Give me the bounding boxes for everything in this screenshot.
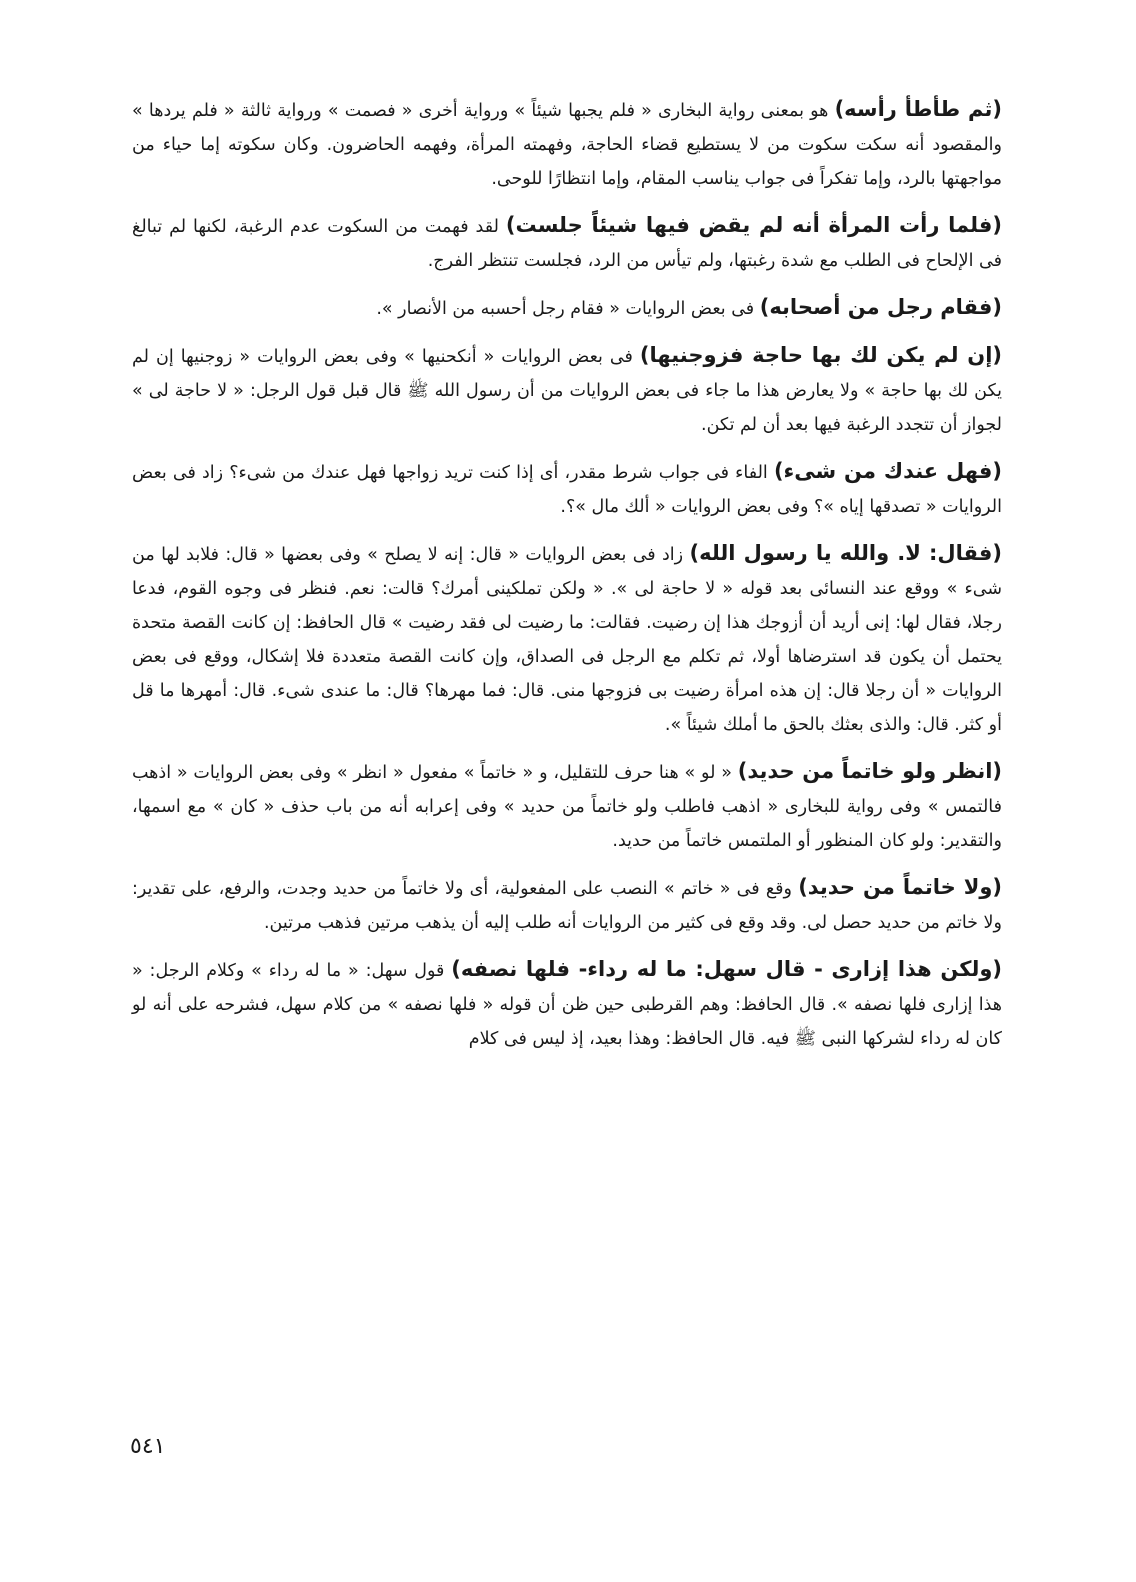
paragraph-body: وقع فى « خاتم » النصب على المفعولية، أى ولا خاتماً من حديد وجدت، والرفع، على تقدير: ولا خاتم من حديد حصل لى. وقد وقع فى كثير من الروايات أنه طلب إليه أن يذهب مرتين فذهب مرتين. xyxy=(132,879,1002,933)
paragraph-body: فى بعض الروايات « أنكحنيها » وفى بعض الروايات « زوجنيها إن لم يكن لك بها حاجة » ولا يعارض هذا ما جاء فى بعض الروايات من أن رسول الله ﷺ قال قبل قول الرجل: « لا حاجة لى » لجواز أن تتجدد الرغبة فيها بعد أن لم تكن. xyxy=(132,347,1002,435)
paragraph-8 xyxy=(132,870,1002,940)
paragraph-5 xyxy=(132,454,1002,524)
paragraph-heading: (إن لم يكن لك بها حاجة فزوجنيها) xyxy=(639,343,1002,367)
text-column xyxy=(132,92,1002,1068)
paragraph-1 xyxy=(132,92,1002,196)
paragraph-heading: (انظر ولو خاتماً من حديد) xyxy=(737,759,1002,783)
paragraph-heading: (فقال: لا. والله يا رسول الله) xyxy=(689,541,1003,565)
paragraph-7 xyxy=(132,754,1002,858)
paragraph-body: زاد فى بعض الروايات « قال: إنه لا يصلح » وفى بعضها « قال: فلابد لها من شىء » ووقع عند النسائى بعد قوله « لا حاجة لى ». « ولكن تملكينى أمرك؟ قالت: نعم. فنظر فى وجوه القوم، فدعا رجلا، فقال لها: إنى أريد أن أزوجك هذا إن رضيت. فقالت: ما رضيت لى فقد رضيت » قال الحافظ: إن كانت القصة متحدة يحتمل أن يكون قد استرضاها أولا، ثم تكلم مع الرجل فى الصداق، وإن كانت القصة متعددة فلا إشكال، ووقع فى بعض الروايات « أن رجلا قال: إن هذه امرأة رضيت بى فزوجها منى. قال: فما مهرها؟ قال: ما عندى شىء. قال: أمهرها ما قل أو كثر. قال: والذى بعثك بالحق ما أملك شيئاً ». xyxy=(132,545,1002,735)
paragraph-3 xyxy=(132,290,1002,326)
paragraph-heading: (ولا خاتماً من حديد) xyxy=(798,875,1002,899)
paragraph-2 xyxy=(132,208,1002,278)
paragraph-heading: (فلما رأت المرأة أنه لم يقض فيها شيئاً جلست) xyxy=(505,213,1002,237)
paragraph-heading: (فهل عندك من شىء) xyxy=(773,459,1002,483)
paragraph-4 xyxy=(132,338,1002,442)
paragraph-6 xyxy=(132,536,1002,742)
paragraph-body: لقد فهمت من السكوت عدم الرغبة، لكنها لم تبالغ فى الإلحاح فى الطلب مع شدة رغبتها، ولم تيأس من الرد، فجلست تنتظر الفرج. xyxy=(132,217,1002,271)
paragraph-body: الفاء فى جواب شرط مقدر، أى إذا كنت تريد زواجها فهل عندك من شىء؟ زاد فى بعض الروايات « تصدقها إياه »؟ وفى بعض الروايات « ألك مال »؟. xyxy=(132,463,1002,517)
paragraph-heading: (فقام رجل من أصحابه) xyxy=(759,295,1002,319)
paragraph-body: قول سهل: « ما له رداء » وكلام الرجل: « هذا إزارى فلها نصفه ». قال الحافظ: وهم القرطبى حين ظن أن قوله « فلها نصفه » من كلام سهل، فشرحه على أنه لو كان له رداء لشركها النبى ﷺ فيه. قال الحافظ: وهذا بعيد، إذ ليس فى كلام xyxy=(132,961,1002,1049)
paragraph-body: هو بمعنى رواية البخارى « فلم يجبها شيئاً » ورواية أخرى « فصمت » ورواية ثالثة « فلم يردها » والمقصود أنه سكت سكوت من لا يستطيع قضاء الحاجة، وفهمته المرأة، وفهمه الحاضرون. وكان سكوته إما حياء من مواجهتها بالرد، وإما تفكراً فى جواب يناسب المقام، وإما انتظارًا للوحى. xyxy=(132,101,1002,189)
paragraph-heading: (ولكن هذا إزارى - قال سهل: ما له رداء- فلها نصفه) xyxy=(451,957,1002,981)
page-number: ٥٤١ xyxy=(130,1434,166,1459)
paragraph-heading: (ثم طأطأ رأسه) xyxy=(834,97,1002,121)
paragraph-body: فى بعض الروايات « فقام رجل أحسبه من الأنصار ». xyxy=(376,299,760,319)
paragraph-9 xyxy=(132,952,1002,1056)
paragraph-body: « لو » هنا حرف للتقليل، و « خاتماً » مفعول « انظر » وفى بعض الروايات « اذهب فالتمس » وفى رواية للبخارى « اذهب فاطلب ولو خاتماً من حديد » وفى إعرابه أنه من باب حذف « كان » مع اسمها، والتقدير: ولو كان المنظور أو الملتمس خاتماً من حديد. xyxy=(132,763,1002,851)
